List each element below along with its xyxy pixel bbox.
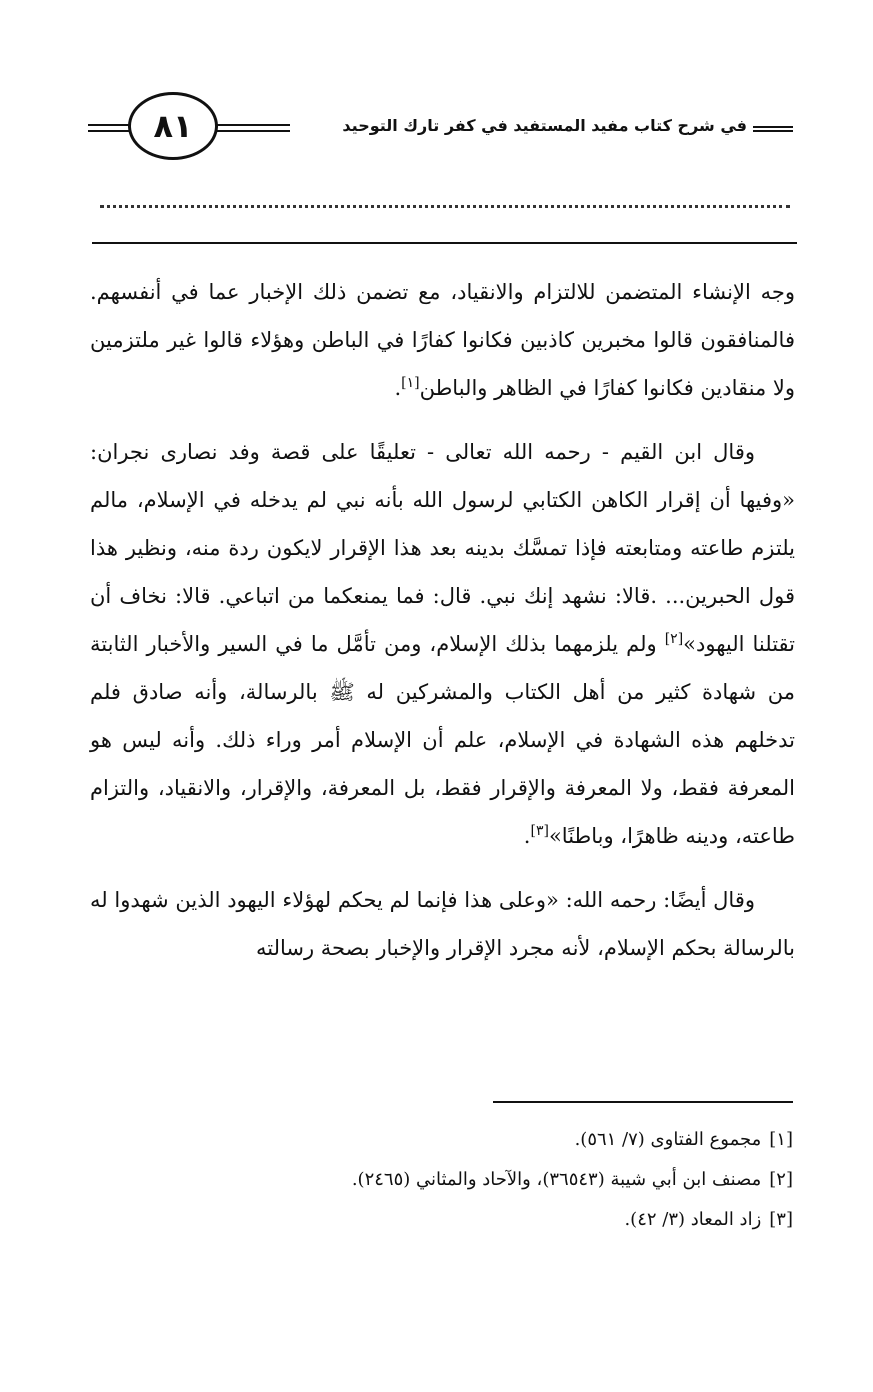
footnote-3: [٣]زاد المعاد (٣/ ٤٢).	[624, 1209, 793, 1230]
footnotes	[88, 1120, 793, 1240]
title-double-dash	[753, 126, 793, 132]
footnote-1: [١]مجموع الفتاوى (٧/ ٥٦١).	[574, 1129, 793, 1150]
footnote-ref-3: [٣]	[530, 823, 549, 839]
header-rule-left	[88, 124, 130, 132]
dotted-separator	[100, 205, 790, 208]
footnote-ref-2: [٢]	[664, 631, 684, 647]
header-underline	[92, 242, 797, 244]
running-title: في شرح كتاب مفيد المستفيد في كفر تارك التوحيد	[342, 116, 747, 135]
paragraph-1: وجه الإنشاء المتضمن للالتزام والانقياد، مع تضمن ذلك الإخبار عما في أنفسهم. فالمنافقون قالوا مخبرين كاذبين فكانوا كفارًا في الباطن وهؤلاء قالوا غير ملتزمين ولا منقادين فكانوا كفارًا في الظاهر والباطن[١].	[90, 280, 795, 400]
paragraph-2: وقال ابن القيم - رحمه الله تعالى - تعليقًا على قصة وفد نصارى نجران: «وفيها أن إقرار الكاهن الكتابي لرسول الله بأنه نبي لم يدخله في الإسلام، مالم يلتزم طاعته ومتابعته فإذا تمسَّك بدينه بعد هذا الإقرار لايكون ردة منه، ونظير هذا قول الحبرين... .قالا: نشهد إنك نبي. قال: فما يمنعكما من اتباعي. قالا: نخاف أن تقتلنا اليهود»[٢] ولم يلزمهما بذلك الإسلام، ومن تأمَّل ما في السير والأخبار الثابتة من شهادة كثير من أهل الكتاب والمشركين له ﷺ بالرسالة، وأنه صادق فلم تدخلهم هذه الشهادة في الإسلام، علم أن الإسلام أمر وراء ذلك. وأنه ليس هو المعرفة فقط، ولا المعرفة والإقرار فقط، بل المعرفة، والإقرار، والانقياد، والتزام طاعته، ودينه ظاهرًا، وباطنًا»[٣].	[90, 440, 795, 848]
main-text	[90, 268, 795, 988]
header-rule-right	[216, 124, 290, 132]
footnote-ref-1: [١]	[401, 375, 420, 391]
page-number: ٨١	[153, 107, 193, 145]
footnote-2: [٢]مصنف ابن أبي شيبة (٣٦٥٤٣)، والآحاد والمثاني (٢٤٦٥).	[351, 1169, 793, 1190]
footnote-separator	[493, 1101, 793, 1103]
paragraph-3: وقال أيضًا: رحمه الله: «وعلى هذا فإنما لم يحكم لهؤلاء اليهود الذين شهدوا له بالرسالة بحكم الإسلام، لأنه مجرد الإقرار والإخبار بصحة رسالته	[90, 888, 795, 960]
page-number-oval	[128, 92, 218, 160]
page-header	[88, 92, 793, 170]
